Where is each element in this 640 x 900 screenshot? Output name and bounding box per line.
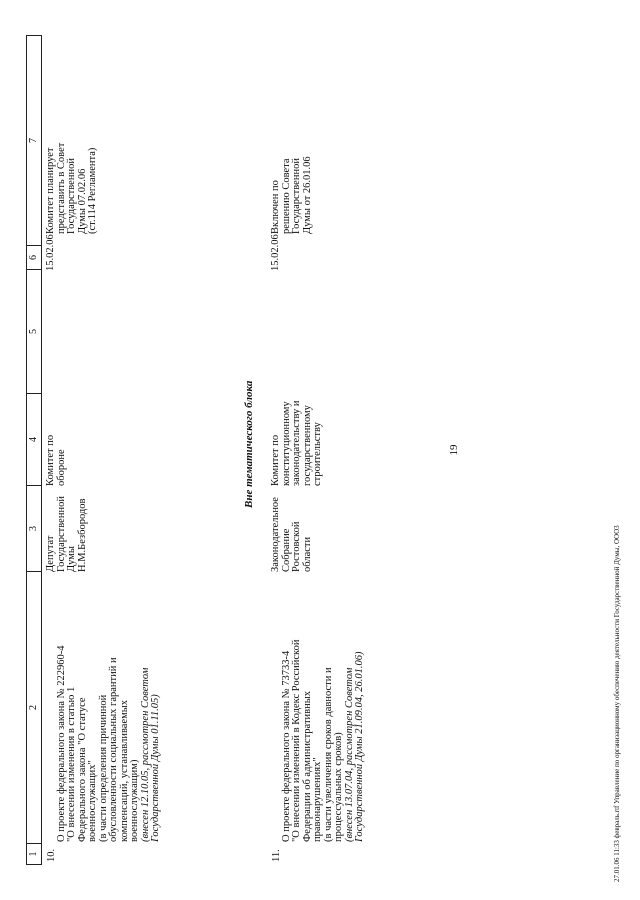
row-text — [46, 570, 172, 842]
row-date: 15.02.06 — [45, 234, 56, 271]
section-title: Вне тематического блока — [243, 380, 255, 508]
row-title: О проекте федерального закона № 222960-4 "О внесении изменения в статью 1 Федерального закона "О статусе военнослужащих" (в части определения причинной обусловленности социальных гарантий и компенсаций, устанавливаемых военнослужащим) — [55, 645, 140, 842]
page-number: 19 — [448, 444, 460, 456]
header-col-3: 3 — [27, 486, 41, 572]
header-col-7: 7 — [27, 36, 41, 246]
row-text — [271, 570, 376, 842]
row-remark: Комитет планирует представить в Совет Государственной Думы 07.02.06 (ст.114 Регламента) — [45, 142, 98, 234]
row-note: (внесен 12.10.05, рассмотрен Советом Государственной Думы 01.11.05) — [139, 667, 161, 842]
row-author: Депутат Государственной Думы Н.М.Безбородов — [45, 496, 88, 572]
row-remark: Включен по решению Совета Государственной Думы от 26.01.06 — [270, 156, 313, 234]
header-col-6: 6 — [27, 246, 41, 270]
row-title: О проекте федерального закона № 73733-4 "О внесении изменений в Кодекс Российской Федерации об административных правонарушениях" (в части увеличения сроков давности и процессуальных сроков) — [280, 639, 344, 842]
footer: 27.01.06 11:33 февраль.rtf Управление по организационному обеспечению деятельности Государственной Думы, ООО3 — [613, 525, 621, 882]
row-number: 10. — [46, 848, 57, 862]
table-header — [26, 35, 42, 865]
header-col-1: 1 — [28, 851, 39, 857]
header-col-5: 5 — [27, 270, 41, 394]
row-author: Законодательное Собрание Ростовской области — [270, 497, 313, 572]
header-col-2: 2 — [27, 572, 41, 844]
row-committee: Комитет по конституционному законодательству и государственному строительству — [270, 400, 323, 486]
row-committee: Комитет по обороне — [45, 434, 67, 486]
row-note: (внесен 13.07.04, рассмотрен Советом Государственной Думы 21.09.04, 26.01.06) — [343, 651, 365, 842]
row-number: 11. — [271, 849, 282, 862]
header-col-4: 4 — [27, 394, 41, 486]
row-date: 15.02.06 — [270, 234, 281, 271]
